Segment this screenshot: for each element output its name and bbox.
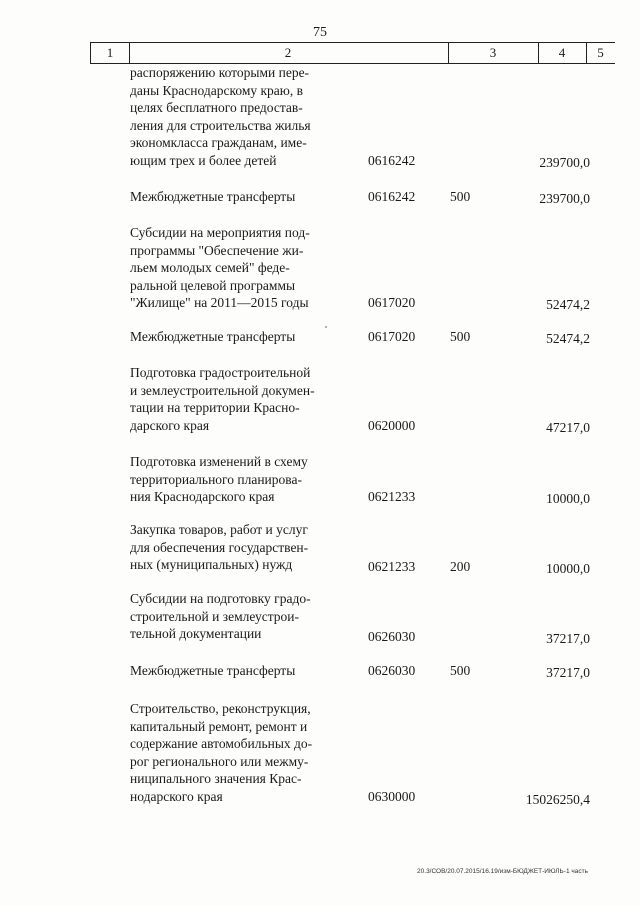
row-code: 0617020 <box>368 295 416 310</box>
row-sum: 15026250,4 <box>525 792 590 807</box>
row-code: 0621233 <box>368 489 416 504</box>
row-code: 0630000 <box>368 789 416 804</box>
row-vr: 500 <box>450 663 471 678</box>
table-header <box>90 42 615 64</box>
row-sum: 10000,0 <box>546 561 590 576</box>
row-sum: 239700,0 <box>539 155 590 170</box>
header-col-3: 3 <box>448 43 539 63</box>
row-vr: 500 <box>450 189 471 204</box>
row-sum: 37217,0 <box>546 631 590 646</box>
page-number: 75 <box>313 25 327 40</box>
row-sum: 52474,2 <box>546 331 590 346</box>
header-col-5: 5 <box>597 45 604 60</box>
row-name: Строительство, реконструкция, капитальный ремонт, ремонт и содержание автомобильных до- рог регионального или межму- ниципального значения Крас- нодарского края <box>130 701 313 804</box>
row-name: Субсидии на мероприятия под- программы "Обеспечение жи- льем молодых семей" феде- ральной целевой программы "Жилище" на 2011—2015 годы <box>130 225 310 310</box>
row-name: Межбюджетные трансферты <box>130 329 296 344</box>
scan-speck <box>325 326 327 328</box>
row-name: Подготовка градостроительной и землеустроительной докумен- тации на территории Красно- дарского края <box>130 365 315 433</box>
row-sum: 47217,0 <box>546 420 590 435</box>
row-code: 0616242 <box>368 153 416 168</box>
row-sum: 10000,0 <box>546 491 590 506</box>
row-code: 0620000 <box>368 418 416 433</box>
row-name: Подготовка изменений в схему территориального планирова- ния Краснодарского края <box>130 454 308 504</box>
row-name: Субсидии на подготовку градо- строительной и землеустрои- тельной документации <box>130 591 311 641</box>
row-vr: 200 <box>450 559 471 574</box>
row-name: Межбюджетные трансферты <box>130 663 296 678</box>
row-code: 0626030 <box>368 629 416 644</box>
row-sum: 37217,0 <box>546 665 590 680</box>
header-col-4: 4 <box>538 43 587 63</box>
row-name: Межбюджетные трансферты <box>130 189 296 204</box>
header-col-1: 1 <box>90 43 130 63</box>
row-code: 0616242 <box>368 189 416 204</box>
header-col-2: 2 <box>128 43 449 63</box>
row-code: 0626030 <box>368 663 416 678</box>
row-name: Закупка товаров, работ и услуг для обеспечения государствен- ных (муниципальных) нужд <box>130 522 309 572</box>
row-sum: 52474,2 <box>546 297 590 312</box>
row-sum: 239700,0 <box>539 191 590 206</box>
row-code: 0621233 <box>368 559 416 574</box>
row-vr: 500 <box>450 329 471 344</box>
row-code: 0617020 <box>368 329 416 344</box>
footer-file-note: 20.3/СОВ/20.07.2015/16.19/изм-БЮДЖЕТ-ИЮЛЬ-1 часть <box>417 868 588 875</box>
row-name: распоряжению которыми пере- даны Краснодарскому краю, в целях бесплатного предостав- ления для строительства жилья экономкласса гражданам, име- ющим трех и более детей <box>130 65 311 168</box>
